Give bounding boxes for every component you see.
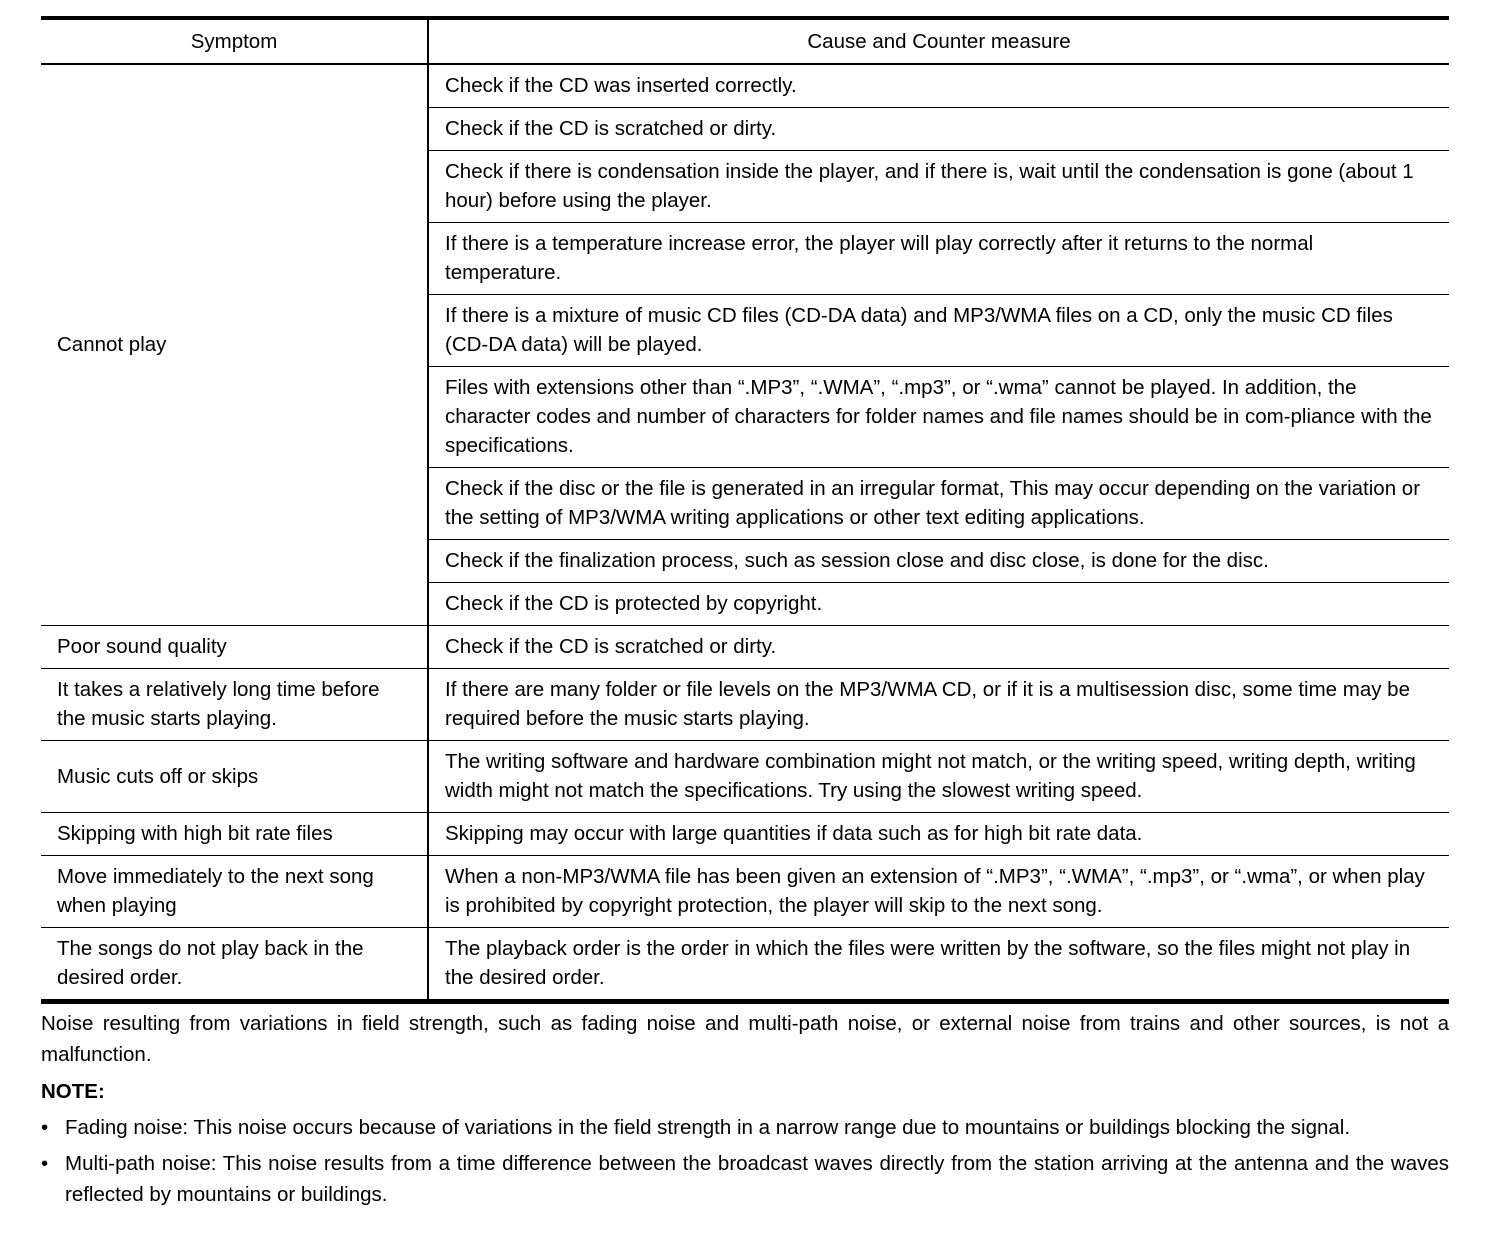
cause-cell: If there is a mixture of music CD files (CD-DA data) and MP3/WMA files on a CD, only the music CD files (CD-DA data) will be played.: [428, 295, 1449, 367]
list-item: [41, 1112, 1449, 1143]
table-header-row: [41, 18, 1449, 64]
bullet-icon: •: [41, 1116, 49, 1139]
notes-section: [41, 1008, 1449, 1210]
cause-cell: Check if the finalization process, such as session close and disc close, is done for the disc.: [428, 540, 1449, 583]
table-row: [41, 928, 1449, 1002]
symptom-cell: Move immediately to the next song when playing: [41, 856, 428, 928]
cause-cell: Check if the CD is scratched or dirty.: [428, 108, 1449, 151]
symptom-cell: Music cuts off or skips: [41, 741, 428, 813]
table-row: [41, 741, 1449, 813]
troubleshooting-table: [41, 16, 1449, 1004]
symptom-cell: It takes a relatively long time before the music starts playing.: [41, 669, 428, 741]
cause-cell: Check if there is condensation inside the player, and if there is, wait until the condensation is gone (about 1 hour) before using the player.: [428, 151, 1449, 223]
cause-cell: The writing software and hardware combination might not match, or the writing speed, writing depth, writing width might not match the specifications. Try using the slowest writing speed.: [428, 741, 1449, 813]
document-page: [41, 16, 1449, 1215]
cause-cell: Check if the disc or the file is generated in an irregular format, This may occur depending on the variation or the setting of MP3/WMA writing applications or other text editing applications.: [428, 468, 1449, 540]
cause-cell: Check if the CD was inserted correctly.: [445, 74, 797, 97]
note-list: [41, 1112, 1449, 1210]
cause-cell: Check if the CD is scratched or dirty.: [428, 626, 1449, 669]
cause-cell: If there is a temperature increase error, the player will play correctly after it returns to the normal temperature.: [428, 223, 1449, 295]
cause-cell: Files with extensions other than “.MP3”, “.WMA”, “.mp3”, or “.wma” cannot be played. In addition, the character codes and number of characters for folder names and file names should be in com-pliance with the specifications.: [428, 367, 1449, 468]
table-row: [41, 813, 1449, 856]
symptom-cell: Skipping with high bit rate files: [41, 813, 428, 856]
symptom-cell: Cannot play: [41, 64, 428, 626]
list-item: [41, 1148, 1449, 1210]
symptom-cell: Poor sound quality: [41, 626, 428, 669]
cause-cell: If there are many folder or file levels on the MP3/WMA CD, or if it is a multisession disc, some time may be required before the music starts playing.: [428, 669, 1449, 741]
table-row: [41, 626, 1449, 669]
table-row: [41, 669, 1449, 741]
cause-cell: The playback order is the order in which the files were written by the software, so the files might not play in the desired order.: [428, 928, 1449, 1002]
cause-cell: Skipping may occur with large quantities if data such as for high bit rate data.: [428, 813, 1449, 856]
cause-cell: When a non-MP3/WMA file has been given an extension of “.MP3”, “.WMA”, “.mp3”, or “.wma”, or when play is prohibited by copyright protection, the player will skip to the next song.: [428, 856, 1449, 928]
cause-header: Cause and Counter measure: [428, 18, 1449, 64]
table-row: [41, 856, 1449, 928]
bullet-icon: •: [41, 1152, 49, 1175]
cause-cell: Check if the CD is protected by copyright.: [428, 583, 1449, 626]
symptom-header: Symptom: [41, 18, 428, 64]
note-title: NOTE:: [41, 1080, 105, 1103]
note-text: Multi-path noise: This noise results from a time difference between the broadcast waves directly from the station arriving at the antenna and the waves reflected by mountains or buildings.: [65, 1152, 1449, 1206]
note-text: Fading noise: This noise occurs because of variations in the field strength in a narrow range due to mountains or buildings blocking the signal.: [65, 1116, 1351, 1139]
table-row: [41, 64, 1449, 108]
noise-paragraph: Noise resulting from variations in field strength, such as fading noise and multi-path noise, or external noise from trains and other sources, is not a malfunction.: [41, 1012, 1449, 1066]
symptom-cell: The songs do not play back in the desired order.: [41, 928, 428, 1002]
